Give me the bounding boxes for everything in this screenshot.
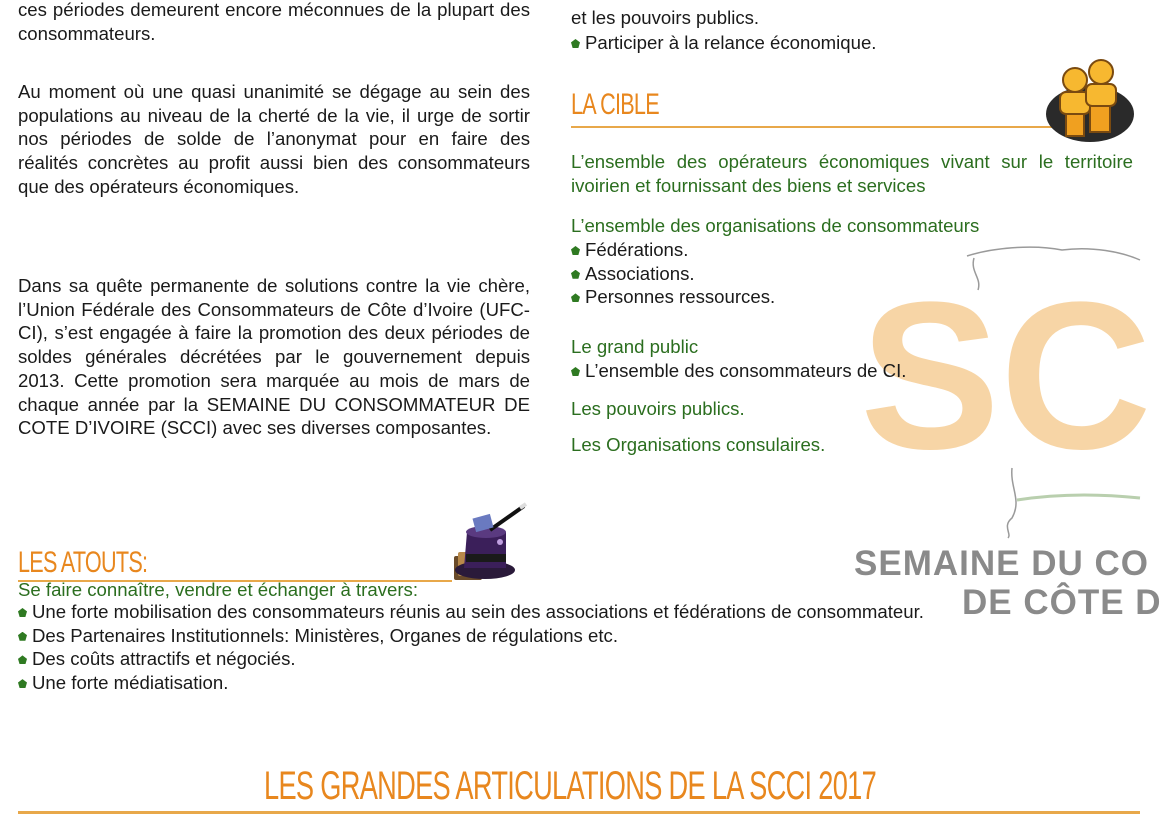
scci-watermark <box>854 238 1162 622</box>
cible-organisation-item: Fédérations. <box>569 238 775 262</box>
section-title-wrapper <box>0 764 1140 809</box>
atouts-item: Une forte médiatisation. <box>16 671 1140 695</box>
cible-group-consular: Les Organisations consulaires. <box>571 434 826 455</box>
watermark-line-2: DE CÔTE D <box>962 583 1162 622</box>
cible-group-authorities: Les pouvoirs publics. <box>571 398 745 419</box>
atouts-intro: Se faire connaître, vendre et échanger à travers: <box>18 579 418 600</box>
atouts-heading: LES ATOUTS: <box>18 546 148 579</box>
cible-group-public: Le grand public <box>571 336 699 357</box>
watermark-line-1: SEMAINE DU CO <box>854 544 1149 583</box>
people-icon <box>1040 52 1138 144</box>
atouts-item: Une forte mobilisation des consommateurs réunis au sein des associations et fédérations de consommateur. <box>16 600 1140 624</box>
atouts-item: Des Partenaires Institutionnels: Ministères, Organes de régulations etc. <box>16 624 1140 648</box>
cible-group-organisations: L’ensemble des organisations de consommateurs <box>571 215 980 236</box>
scci-logo-graphic <box>860 238 1152 578</box>
magic-hat-icon <box>440 502 530 586</box>
objective-line: et les pouvoirs publics. <box>571 7 760 28</box>
cible-rule <box>571 126 1071 128</box>
cost-of-living-paragraph: Au moment où une quasi unanimité se dégage au sein des populations au niveau de la cherté de la vie, il urge de sortir nos périodes de solde de l’anonymat pour en faire des réalités concrètes au profit aussi bien des consommateurs que des opérateurs économiques. <box>18 81 530 197</box>
ufc-ci-paragraph: Dans sa quête permanente de solutions contre la vie chère, l’Union Fédérale des Consommateurs de Côte d’Ivoire (UFC-CI), s’est engagée à faire la promotion des deux périodes de soldes générales décrétées par le gouvernement depuis 2013. Cette promotion sera marquée au mois de mars de chaque année par la SEMAINE DU CONSOMMATEUR DE COTE D’IVOIRE (SCCI) avec ses diverses composantes. <box>18 275 530 439</box>
cible-organisation-item: Personnes ressources. <box>569 285 775 309</box>
cible-public-list <box>569 359 906 383</box>
objective-bullet: Participer à la relance économique. <box>569 31 876 55</box>
atouts-list <box>16 600 1140 695</box>
cible-heading: LA CIBLE <box>571 88 659 121</box>
cible-organisation-item: Associations. <box>569 262 775 286</box>
cible-organisations-list <box>569 238 775 309</box>
atouts-item: Des coûts attractifs et négociés. <box>16 647 1140 671</box>
watermark-letters: SC <box>860 258 1152 493</box>
section-title-rule <box>18 811 1140 814</box>
intro-paragraph-tail: ces périodes demeurent encore méconnues de la plupart des consommateurs. <box>18 0 530 44</box>
cible-group-operators: L’ensemble des opérateurs économiques vivant sur le territoire ivoirien et fournissant des biens et services <box>571 151 1133 196</box>
section-title: LES GRANDES ARTICULATIONS DE LA SCCI 2017 <box>263 764 877 808</box>
cible-public-item: L’ensemble des consommateurs de CI. <box>569 359 906 383</box>
